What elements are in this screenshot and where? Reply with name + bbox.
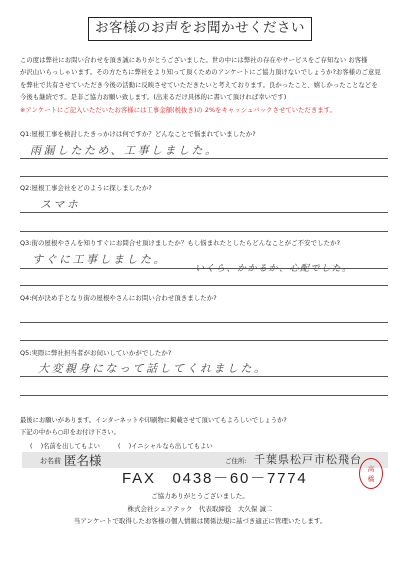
stamp-char-bottom: 橋: [367, 475, 375, 483]
thanks-text: ご協力ありがとうございました。: [151, 492, 249, 500]
option-initial-ok[interactable]: ( )イニシャルなら出してもよい: [118, 443, 213, 450]
question-5-label: Q5:実際に弊社担当者がお伺いしていかがでしたか?: [20, 349, 172, 357]
name-label: お名前: [40, 457, 61, 465]
intro-line: が沢山いらっしゃいます。その方たちに弊社をより知って頂くためのアンケートにご協力頂けないでしょうか?お客様のご意見: [20, 69, 381, 77]
request-line: 最後にお願いがあります。インターネットや印刷物に掲載させて頂いてもよろしいでしょうか?: [20, 417, 287, 424]
answer-5-line-1: 大変親身になって話してくれました。: [38, 362, 268, 375]
privacy-note: 当アンケートで取得したお客様の個人情報は関係法規に基づき適正に管理いたします。: [73, 517, 327, 525]
cashback-note: ※アンケートにご記入いただいたお客様には工事金額(税抜き)の 2%をキャッシュバックさせていただきます。: [20, 106, 337, 114]
answer-2-rule-2: [20, 231, 388, 232]
answer-4-rule-2: [20, 340, 388, 341]
answer-3-line-2: いくら、かかるか、心配でした。: [195, 264, 353, 274]
answer-2-rule-1: [20, 212, 388, 213]
hanko-stamp: [359, 458, 383, 489]
answer-1-rule-2: [20, 176, 388, 177]
name-field[interactable]: 匿名様: [64, 453, 102, 468]
request-line: 下記の中から○印をお付け下さい。: [20, 429, 120, 437]
intro-line: この度は弊社にお問い合わせを頂き誠にありがとうございました。世の中には弊社の存在やサービスをご存知ない お客様: [20, 57, 368, 64]
answer-1-rule-1: [20, 158, 388, 159]
intro-line: を弊社で共有させていただき今後の活動に反映させていただきたいと考えております。良かったこと、嬉しかったことなどを: [20, 81, 378, 89]
question-2-label: Q2:屋根工事会社をどのように探しましたか?: [20, 184, 152, 192]
fax-number: FAX 0438－60－7774: [122, 470, 308, 487]
question-3-label: Q3:街の屋根やさんを知りすぐにお問合せ頂けましたか？もし悩まれたとしたらどんなことがご不安でしたか?: [20, 239, 341, 247]
answer-5-rule-1: [20, 376, 388, 377]
company-signature: 株式会社シェアテック 代表取締役 大久保 誠二: [127, 505, 273, 513]
question-1-label: Q1:屋根工事を検討したきっかけは何ですか？どんなことで悩まれていましたか?: [20, 130, 256, 138]
answer-3-line-1: すぐに工事しました。: [32, 253, 167, 266]
answer-2-line-1: スマホ: [40, 198, 81, 211]
address-field[interactable]: 千葉県松戸市松飛台: [254, 453, 362, 466]
question-4-label: Q4:何が決め手となり街の屋根やさんにお問い合わせ頂きましたか?: [20, 294, 217, 302]
answer-4-rule-1: [20, 322, 388, 323]
intro-line: 今後も継続です。是非ご協力お願い致します。(出来るだけ具体的に書いて頂ければ幸いです): [20, 94, 287, 102]
stamp-char-top: 高: [367, 465, 375, 473]
page-title: お客様のお声をお聞かせください: [88, 17, 312, 41]
publication-request: [20, 415, 287, 440]
answer-5-rule-2: [20, 395, 388, 396]
answer-3-rule-2: [20, 285, 388, 286]
address-label: ご住所:: [225, 457, 247, 465]
intro-text: [20, 55, 386, 117]
option-name-ok[interactable]: ( )名前を出してもよい: [30, 443, 100, 450]
answer-1-line-1: 雨漏したため、工事しました。: [30, 144, 219, 157]
